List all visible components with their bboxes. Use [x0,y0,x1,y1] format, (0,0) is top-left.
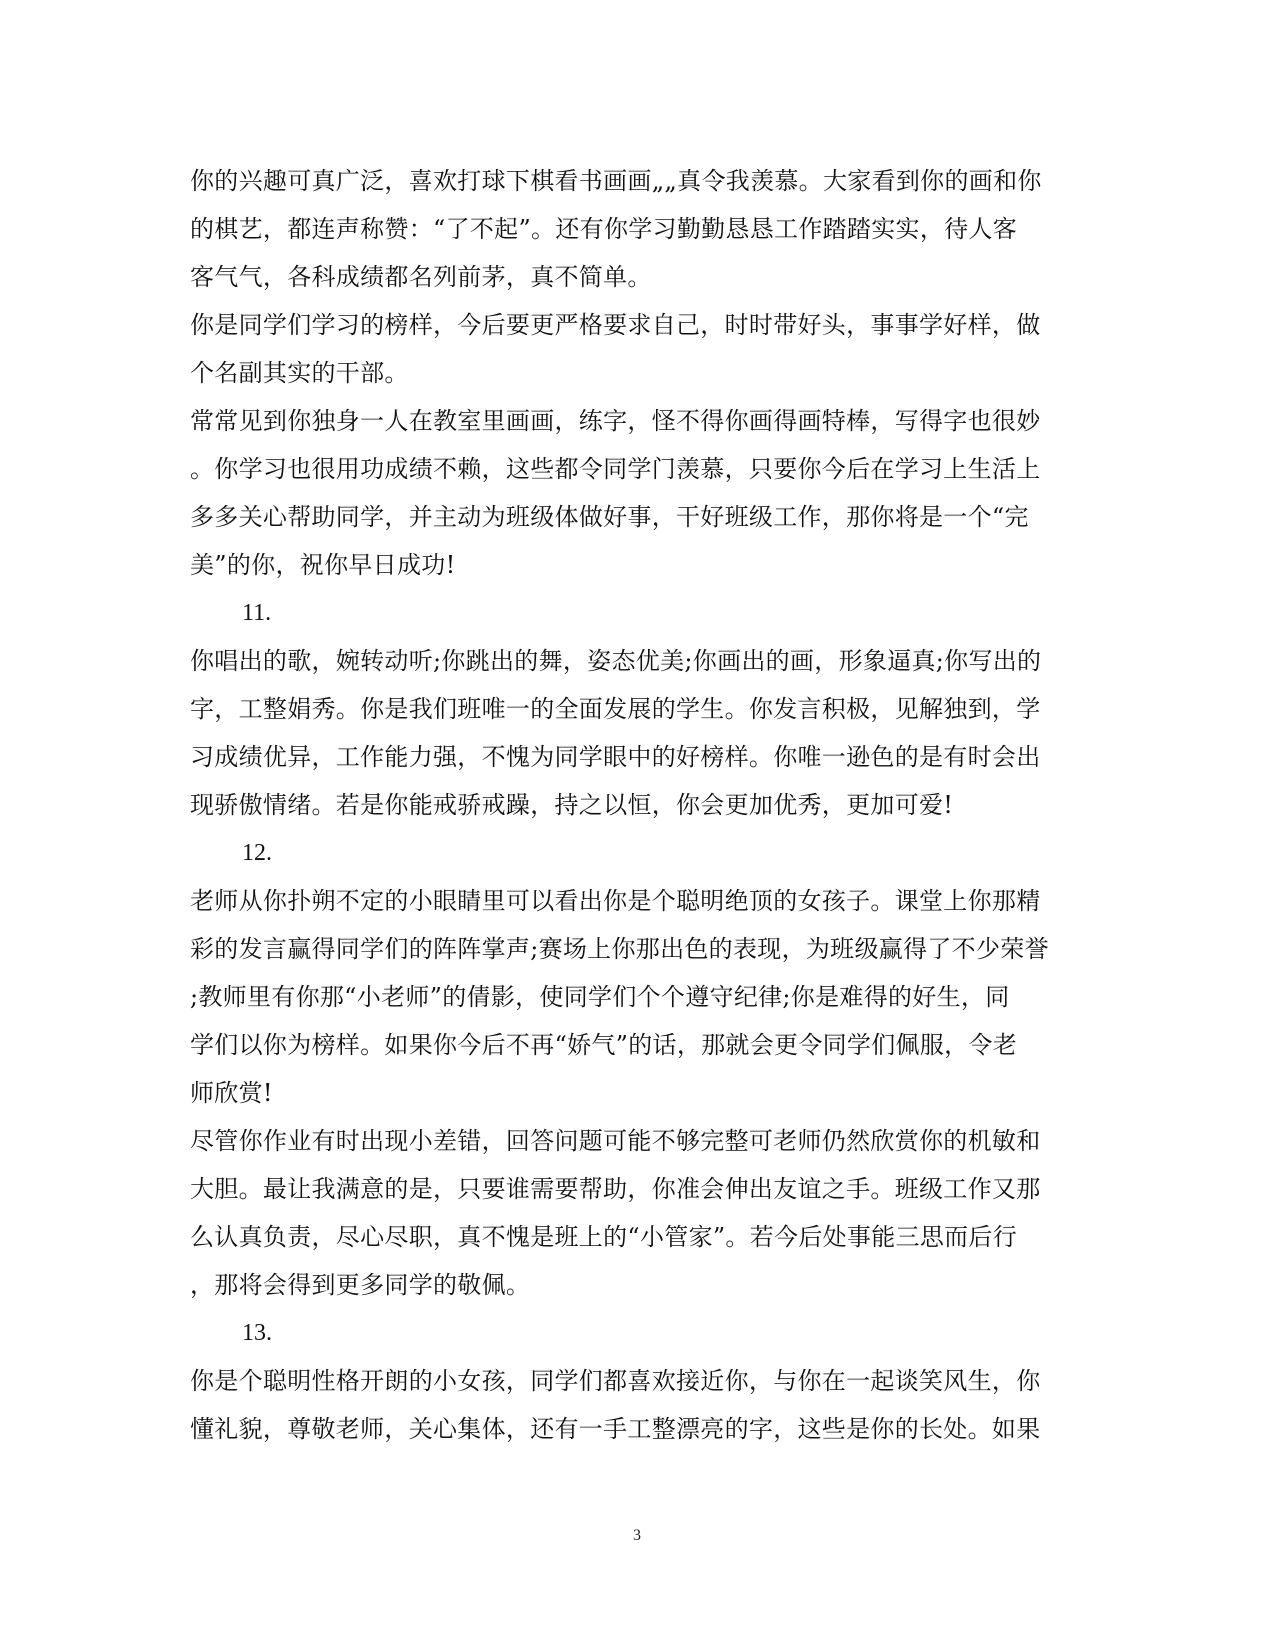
text-line: 么认真负责，尽心尽职，真不愧是班上的“小管家”。若今后处事能三思而后行 [190,1223,1018,1251]
text-line: 师欣赏! [190,1079,273,1107]
text-line: 常常见到你独身一人在教室里画画，练字，怪不得你画得画特棒，写得字也很妙 [190,407,1041,435]
text-line: 你的兴趣可真广泛，喜欢打球下棋看书画画„„真令我羡慕。大家看到你的画和你 [190,167,1042,195]
text-line: 美”的你，祝你早日成功! [190,551,456,579]
text-line: 大胆。最让我满意的是，只要谁需要帮助，你准会伸出友谊之手。班级工作又那 [190,1175,1041,1203]
text-line: 习成绩优异，工作能力强，不愧为同学眼中的好榜样。你唯一逊色的是有时会出 [190,743,1041,771]
text-line: 客气气，各科成绩都名列前茅，真不简单。 [190,263,652,291]
item-number: 11. [242,600,272,626]
text-line: 现骄傲情绪。若是你能戒骄戒躁，持之以恒，你会更加优秀，更加可爱! [190,791,954,819]
text-line: 你是个聪明性格开朗的小女孩，同学们都喜欢接近你，与你在一起谈笑风生，你 [190,1367,1041,1395]
document-body [190,157,1070,1453]
item-number: 12. [242,840,272,866]
text-line: ;教师里有你那“小老师”的倩影，使同学们个个遵守纪律;你是难得的好生，同 [190,983,1010,1011]
text-line: 你是同学们学习的榜样，今后要更严格要求自己，时时带好头，事事学好样，做 [190,311,1041,339]
text-line: 尽管你作业有时出现小差错，回答问题可能不够完整可老师仍然欣赏你的机敏和 [190,1127,1041,1155]
text-line: 。你学习也很用功成绩不赖，这些都令同学门羡慕，只要你今后在学习上生活上 [190,455,1041,483]
text-line: 你唱出的歌，婉转动听;你跳出的舞，姿态优美;你画出的画，形象逼真;你写出的 [190,647,1042,675]
text-line: 字，工整娟秀。你是我们班唯一的全面发展的学生。你发言积极，见解独到，学 [190,695,1041,723]
page-number: 3 [633,1527,641,1544]
text-line: 彩的发言赢得同学们的阵阵掌声;赛场上你那出色的表现，为班级赢得了不少荣誉 [190,935,1049,963]
item-number: 13. [242,1320,272,1346]
text-line: 个名副其实的干部。 [190,359,409,387]
text-line: ，那将会得到更多同学的敬佩。 [190,1271,531,1299]
text-line: 老师从你扑朔不定的小眼睛里可以看出你是个聪明绝顶的女孩子。课堂上你那精 [190,887,1041,915]
text-line: 学们以你为榜样。如果你今后不再“娇气”的话，那就会更令同学们佩服，令老 [190,1031,1018,1059]
text-line: 的棋艺，都连声称赞：“了不起”。还有你学习勤勤恳恳工作踏踏实实，待人客 [190,215,1018,243]
text-line: 懂礼貌，尊敬老师，关心集体，还有一手工整漂亮的字，这些是你的长处。如果 [190,1415,1041,1443]
text-line: 多多关心帮助同学，并主动为班级体做好事，干好班级工作，那你将是一个“完 [190,503,1029,531]
